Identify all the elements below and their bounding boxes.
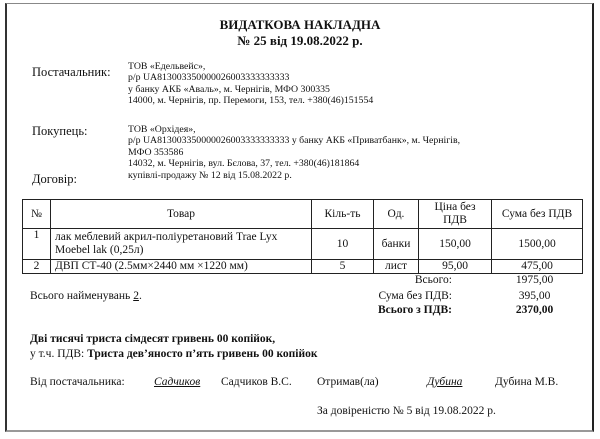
receiver-name: Дубина М.В. xyxy=(495,376,559,388)
supplier-line: 14000, м. Чернігів, пр. Перемоги, 153, тел. +380(46)151554 xyxy=(128,95,374,107)
buyer-line: р/р UA813003350000026003333333333 у банку АКБ «Приватбанк», м. Чернігів, xyxy=(128,135,461,147)
cell-sum: 1500,00 xyxy=(492,229,583,260)
supplier-signature: Садчиков xyxy=(154,376,201,388)
table-row xyxy=(23,260,583,274)
buyer-line: ТОВ «Орхідея», xyxy=(128,124,196,135)
cell-price: 150,00 xyxy=(419,229,492,260)
buyer-line: 14032, м. Чернігів, вул. Бєлова, 37, тел. +380(46)181864 xyxy=(128,158,360,170)
cell-no: 2 xyxy=(23,260,51,274)
receiver-signature: Дубина xyxy=(427,376,463,388)
header-no: № xyxy=(23,200,51,229)
items-count-value: 2 xyxy=(133,290,139,302)
document-number-date: № 25 від 19.08.2022 р. xyxy=(237,33,363,48)
cell-no: 1 xyxy=(23,229,51,260)
supplier-line: ТОВ «Едельвейс», xyxy=(128,61,206,72)
amount-in-words: Дві тисячі триста сімдесят гривень 00 копійок, xyxy=(30,333,276,345)
supplier-line: у банку АКБ «Аваль», м. Чернігів, МФО 300335 xyxy=(128,83,330,95)
cell-quantity: 10 xyxy=(312,229,374,260)
vat-in-words: у т.ч. ПДВ: Триста дев’яносто п’ять гривень 00 копійок xyxy=(30,348,318,360)
contract-label: Договір: xyxy=(32,172,77,186)
header-sum: Сума без ПДВ xyxy=(492,200,583,229)
received-label: Отримав(ла) xyxy=(317,376,379,388)
supplier-label: Постачальник: xyxy=(32,65,111,79)
grand-total-value: 2370,00 xyxy=(515,304,554,316)
cell-product: лак меблевий акрил-поліуретановий Trae Lyx Moebel lak (0,25л) xyxy=(51,229,312,260)
items-count: Всього найменувань 2. xyxy=(30,290,142,302)
cell-price: 95,00 xyxy=(419,260,492,274)
grand-total-label: Всього з ПДВ: xyxy=(377,304,452,316)
buyer-details xyxy=(128,124,460,170)
document-title: ВИДАТКОВА НАКЛАДНА xyxy=(219,17,381,32)
total-value: 1975,00 xyxy=(515,274,554,286)
cell-unit: лист xyxy=(374,260,419,274)
header-quantity: Кіль-ть xyxy=(312,200,374,229)
supplier-details xyxy=(128,61,373,107)
items-table xyxy=(22,199,583,274)
supplier-name: Садчиков В.С. xyxy=(221,376,292,388)
power-of-attorney: За довіреністю № 5 від 19.08.2022 р. xyxy=(317,405,496,417)
buyer-line: МФО 353586 xyxy=(128,146,184,158)
total-label: Всього: xyxy=(414,274,452,286)
header-unit: Од. xyxy=(374,200,419,229)
vat-value: 395,00 xyxy=(518,290,551,302)
cell-unit: банки xyxy=(374,229,419,260)
cell-sum: 475,00 xyxy=(492,260,583,274)
table-header-row xyxy=(23,200,583,229)
buyer-label: Покупець: xyxy=(32,124,88,138)
header-product: Товар xyxy=(51,200,312,229)
header-price: Ціна без ПДВ xyxy=(419,200,492,229)
table-row xyxy=(23,229,583,260)
vat-label: Сума без ПДВ: xyxy=(378,290,452,302)
cell-quantity: 5 xyxy=(312,260,374,274)
contract-value: купівлі-продажу № 12 від 15.08.2022 р. xyxy=(128,170,292,181)
vat-words-value: Триста дев’яносто п’ять гривень 00 копійок xyxy=(87,348,318,360)
cell-product: ДВП СТ-40 (2.5мм×2440 мм ×1220 мм) xyxy=(51,260,312,274)
from-supplier-label: Від постачальника: xyxy=(30,376,125,388)
supplier-line: р/р UA813003350000026003333333333 xyxy=(128,72,290,84)
